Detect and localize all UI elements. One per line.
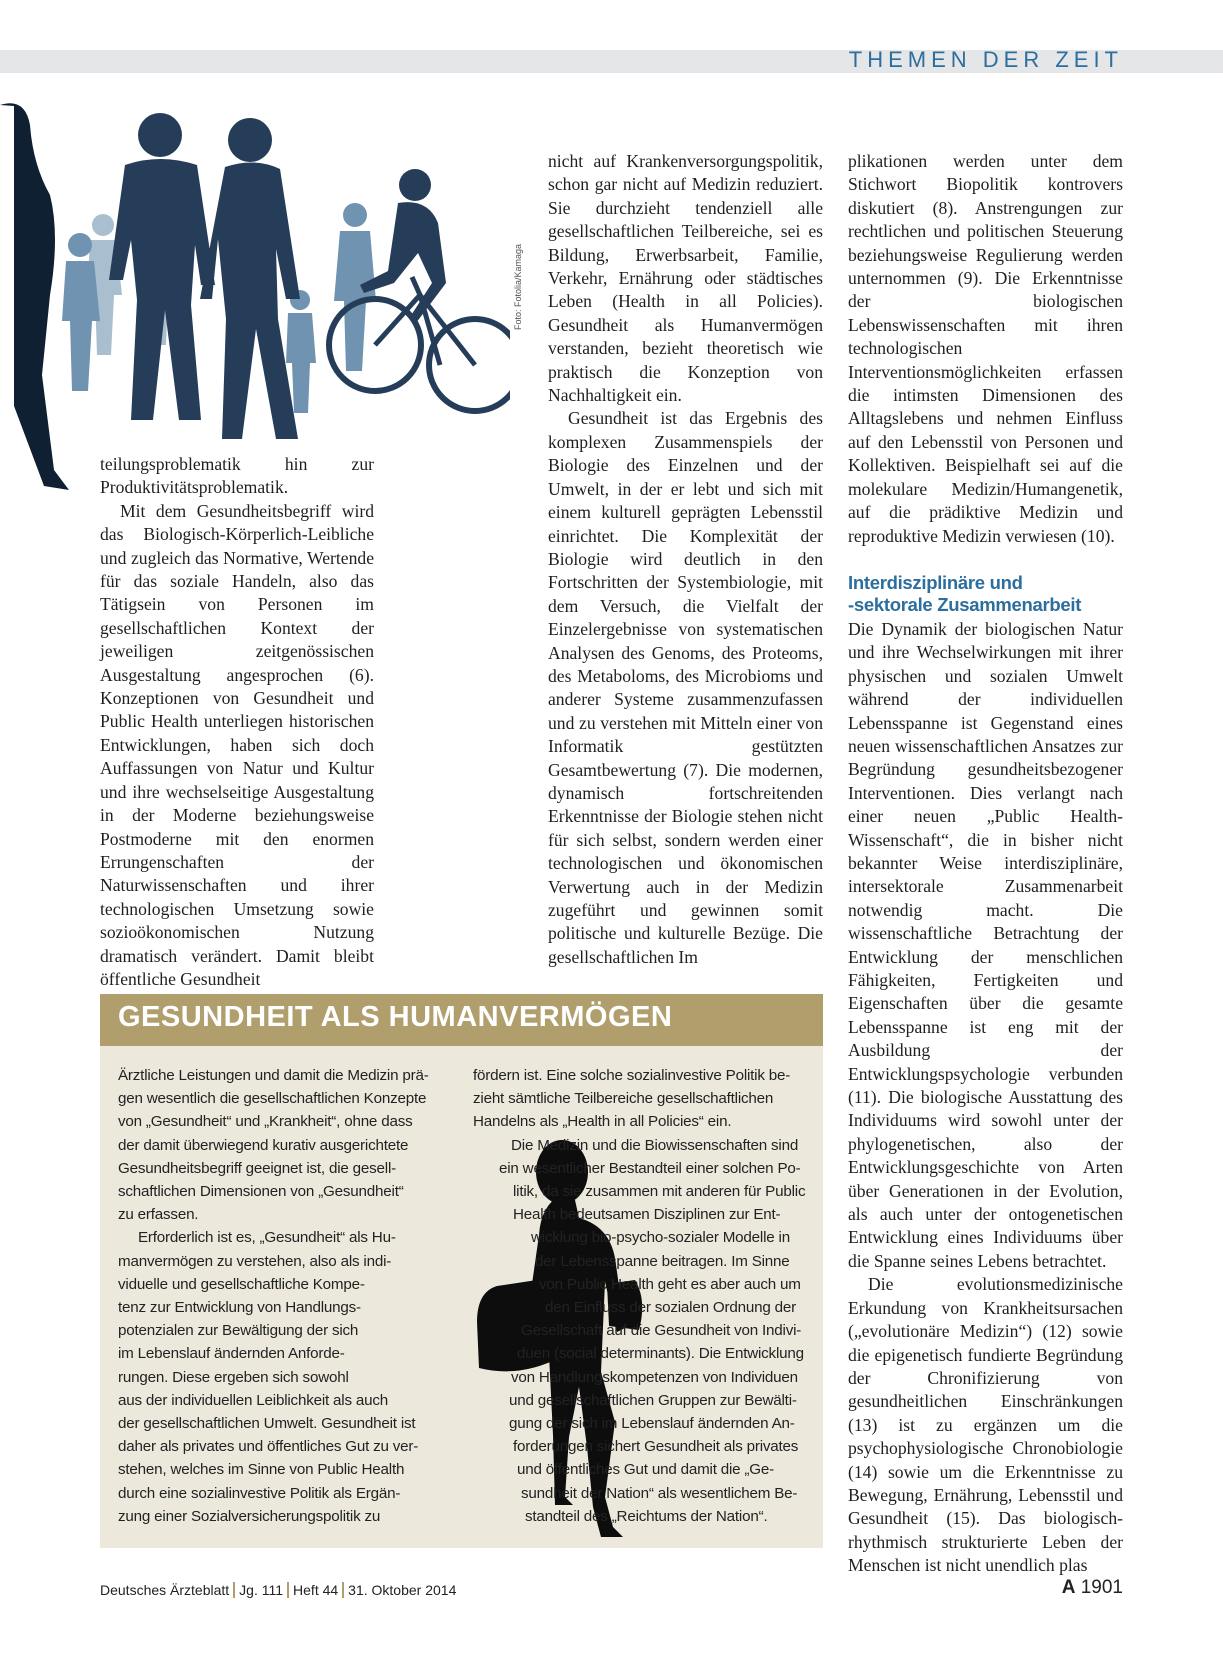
text-line: Gesellschaft auf die Gesundheit von Indivi- (521, 1322, 802, 1340)
journal-volume: Jg. 111 (239, 1582, 284, 1598)
text-line: und öffentliches Gut und damit die „Ge- (517, 1461, 775, 1479)
text-line: fördern ist. Eine solche sozialinvestive Politik be- (473, 1067, 791, 1084)
text-line: potenzialen zur Bewältigung der sich (118, 1322, 359, 1340)
page-prefix: A (1061, 1577, 1076, 1598)
text-line: der Lebensspanne beitragen. Im Sinne (535, 1252, 790, 1270)
page-number-value: 1901 (1080, 1577, 1123, 1598)
text-line: Erforderlich ist es, „Gesundheit“ als Hu- (138, 1229, 396, 1247)
text-line: wicklung bio-psycho-sozialer Modelle in (531, 1229, 790, 1247)
text-line: zung einer Sozialversicherungspolitik zu (118, 1507, 381, 1525)
article-column-1 (100, 453, 374, 991)
text-line: duen (social determinants). Die Entwicklung (517, 1345, 804, 1363)
section-label: THEMEN DER ZEIT (848, 47, 1123, 72)
text-line: der damit überwiegend kurativ ausgerichtete (118, 1136, 409, 1154)
text-line: gen wesentlich die gesellschaftlichen Konzepte (118, 1090, 427, 1108)
paragraph: plikationen werden unter dem Stichwort Biopolitik kontrovers diskutiert (8). Anstrengungen zur rechtlichen und politischen Steuerung beziehungsweise Regulierung werden unternommen (9). Die Erkenntnisse der biologischen Lebenswissenschaften mit ihren technologischen Interventionsmöglichkeiten erfassen die intimsten Dimensionen des Alltagslebens und nehmen Einfluss auf den Lebensstil von Personen und Kollektiven. Beispielhaft sei auf die molekulare Medizin/Humangenetik, auf die prädiktive Medizin und reproduktive Medizin verwiesen (10). (848, 151, 1123, 546)
text-line: Die Medizin und die Biowissenschaften sind (511, 1136, 799, 1154)
text-line: viduelle und gesellschaftliche Kompe- (118, 1275, 365, 1293)
divider (342, 1582, 344, 1598)
paragraph: Gesundheit ist das Ergebnis des komplexen Zusammenspiels der Biologie des Einzelnen und der Umwelt, in der er lebt und sich mit einem kulturell geprägten Lebensstil einrichtet. Die Komplexität der Biologie wird deutlich in den Fortschritten der Systembiologie, mit dem Versuch, die Vielfalt der Einzelergebnisse von systematischen Analysen des Genoms, des Proteoms, des Metaboloms, des Microbioms und anderer Systeme zusammenzufassen und zu verstehen mit Mitteln einer von Informatik gestützten Gesamtbewertung (7). Die modernen, dynamisch fortschreitenden Erkenntnisse der Biologie stehen nicht für sich selbst, sondern werden einer technologischen und ökonomischen Verwertung auch in der Medizin zugeführt und gewinnen somit politische und kulturelle Bezüge. Die gesellschaftlichen Im (548, 408, 823, 967)
text-line: von „Gesundheit“ und „Krankheit“, ohne dass (118, 1113, 413, 1131)
text-line: zu erfassen. (118, 1206, 199, 1224)
text-line: von Handlungskompetenzen von Individuen (511, 1368, 798, 1386)
paragraph: nicht auf Krankenversorgungspolitik, schon gar nicht auf Medizin reduziert. Sie durchzieht tendenziell alle gesellschaftlichen Teilbereiche, sei es Bildung, Erwerbsarbeit, Familie, Verkehr, Ernährung oder städtisches Leben (Health in all Policies). Gesundheit als Humanvermögen verstanden, bezieht theoretisch wie praktisch die Konzeption von Nachhaltigkeit ein. (548, 151, 823, 406)
paragraph (118, 1226, 443, 1249)
journal-issue: Heft 44 (293, 1582, 339, 1598)
info-box-header (100, 994, 823, 1046)
text-line: durch eine sozialinvestive Politik als Ergän- (118, 1484, 401, 1502)
paragraph (473, 1134, 808, 1528)
text-line: standteil des „Reichtums der Nation“. (525, 1507, 768, 1525)
text-line: forderungen sichert Gesundheit als privates (513, 1438, 799, 1456)
text-line: manvermögen zu verstehen, also als indi- (118, 1252, 392, 1270)
text-line: gung der sich im Lebenslauf ändernden An- (509, 1415, 795, 1433)
text-line: der gesellschaftlichen Umwelt. Gesundheit ist (118, 1415, 416, 1433)
paragraph: Die Dynamik der biologischen Natur und ihre Wechselwirkungen mit ihrer physischen und sozialen Umwelt während der individuellen Lebensspanne ist Gegenstand eines neuen wissenschaftlichen Ansatzes zur Begründung gesundheitsbezogener Interventionen. Dies verlangt nach einer neuen „Public Health-Wissenschaft“, die in bisher nicht bekannter Weise interdisziplinäre, intersektorale Zusammenarbeit notwendig macht. Die wissenschaftliche Betrachtung der Entwicklung der menschlichen Fähigkeiten, Fertigkeiten und Eigenschaften über die gesamte Lebensspanne ist eng mit der Ausbildung der Entwicklungspsychologie verbunden (11). Die biologische Ausstattung des Individuums wird sowohl unter der phylogenetischen, also der Entwicklungsgeschichte von Arten über Generationen in der Evolution, als auch unter der ontogenetischen Entwicklung eines Individuums über die Spanne seines Lebens betrachtet. (848, 618, 1123, 1271)
text-line: tenz zur Entwicklung von Handlungs- (118, 1299, 361, 1317)
text-line: litik, da sie zusammen mit anderen für Public (513, 1183, 806, 1201)
paragraph (118, 1064, 443, 1226)
footer (100, 1582, 456, 1598)
article-column-3 (848, 150, 1123, 1578)
paragraph: Die evolutionsmedizinische Erkundung von Krankheitsursachen („evolutionäre Medizin“) (12) sowie die epigenetisch fundierte Begründung der Chronifizierung von gesundheitlichen Einschränkungen (13) ist zu ergänzen um die psychophysiologische Chronobiologie (14) sowie um die Erkenntnisse zu Bewegung, Ernährung, Lebensstil und Gesundheit (15). Das biologisch-rhythmisch strukturierte Leben der Menschen ist nicht unendlich plas (848, 1274, 1123, 1576)
text-line: daher als privates und öffentliches Gut zu ver- (118, 1438, 419, 1456)
paragraph: Mit dem Gesundheitsbegriff wird das Biologisch-Körperlich-Leibliche und zugleich das Normative, Wertende für das soziale Handeln, also das Tätigsein von Personen im gesellschaftlichen Kontext der jeweiligen zeitgenössischen Ausgestaltung angesprochen (6). Konzeptionen von Gesundheit und Public Health unterliegen historischen Entwicklungen, haben sich doch Auffassungen von Natur und Kultur und ihre wechselseitige Ausgestaltung in der Moderne beziehungsweise Postmoderne mit den enormen Errungenschaften der Naturwissenschaften und ihrer technologischen Umsetzung sowie sozioökonomischen Nutzung dramatisch verändert. Damit bleibt öffentliche Gesundheit (100, 500, 374, 989)
text-line: stehen, welches im Sinne von Public Health (118, 1461, 405, 1479)
text-line: von Public Health geht es aber auch um (539, 1275, 801, 1293)
article-column-2 (548, 150, 823, 969)
journal-name: Deutsches Ärzteblatt (100, 1582, 230, 1598)
subheading-line: -sektorale Zusammenarbeit (848, 593, 1082, 615)
paragraph: teilungsproblematik hin zur Produktivitätsproblematik. (100, 454, 374, 498)
info-box (100, 994, 823, 1548)
text-line: zieht sämtliche Teilbereiche gesellschaftlichen (473, 1090, 774, 1108)
paragraph (473, 1064, 808, 1134)
issue-date: 31. Oktober 2014 (348, 1582, 457, 1598)
info-box-column-right (473, 1064, 808, 1528)
page-number (1062, 1577, 1123, 1599)
text-line: Handelns als „Health in all Policies“ ein. (473, 1113, 732, 1131)
text-line: Health bedeutsamen Disziplinen zur Ent- (513, 1206, 781, 1224)
info-box-column-left (118, 1064, 443, 1528)
subheading-line: Interdisziplinäre und (848, 571, 1023, 593)
text-line: aus der individuellen Leiblichkeit als auch (118, 1391, 389, 1409)
subheading (848, 572, 1123, 616)
text-line: rungen. Diese ergeben sich sowohl (118, 1368, 349, 1386)
text-line: schaftlichen Dimensionen von „Gesundheit“ (118, 1183, 404, 1201)
divider (287, 1582, 289, 1598)
paragraph (118, 1250, 443, 1528)
photo-credit: Foto: Fotolia/Kamaga (513, 243, 523, 330)
text-line: ein wesentlicher Bestandteil einer solchen Po- (499, 1159, 801, 1177)
text-line: Ärztliche Leistungen und damit die Medizin prä- (118, 1067, 429, 1084)
text-line: Gesundheitsbegriff geeignet ist, die gesell- (118, 1159, 396, 1177)
text-line: und gesellschaftlichen Gruppen zur Bewälti- (509, 1391, 797, 1409)
divider (233, 1582, 235, 1598)
text-line: im Lebenslauf ändernden Anforde- (118, 1345, 345, 1363)
info-box-title: GESUNDHEIT ALS HUMANVERMÖGEN (118, 1001, 673, 1033)
text-line: sundheit der Nation“ als wesentlichem Be- (521, 1484, 798, 1502)
text-line: den Einfluss der sozialen Ordnung der (545, 1299, 796, 1317)
